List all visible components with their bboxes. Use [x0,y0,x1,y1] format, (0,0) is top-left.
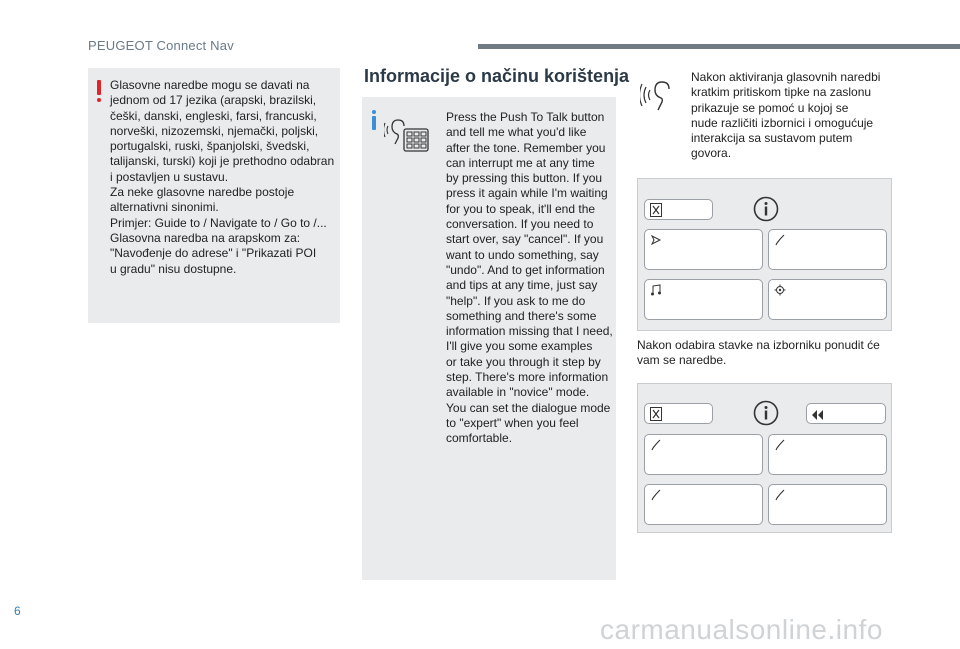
command-button[interactable] [644,484,763,525]
watermark: carmanualsonline.info [600,614,883,645]
music-icon [650,283,662,297]
close-button[interactable] [644,403,713,424]
voice-menu-screen [637,178,892,331]
phone-menu-button[interactable] [768,229,887,270]
phone-icon [650,438,662,452]
info-icon[interactable] [753,400,779,426]
info-paragraph: Press the Push To Talk button and tell me what you'd like after the tone. Remember you can interrupt me at any time by pressing this button. If you press it again while I'm waiting for you to speak, it'll end the conversation. If you need to start over, say "cancel". If you want to undo something, say "undo". And to get information and tips at any time, just say "help". If you ask to me do something and there's some information missing that I need, I'll give you some examples or take you through it step by step. There's more information available in "novice" mode. You can set the dialogue mode to "expert" when you feel comfortable. [446,110,613,446]
close-icon [650,203,662,217]
command-button[interactable] [644,434,763,475]
voice-command-icon [384,110,430,154]
header-title: PEUGEOT Connect Nav [88,38,234,53]
page-number: 6 [14,604,21,618]
caption-paragraph: Nakon odabira stavke na izborniku ponudit će vam se naredbe. [637,338,880,368]
voice-commands-screen [637,383,892,533]
music-menu-button[interactable] [644,279,763,320]
navigation-menu-button[interactable] [644,229,763,270]
command-button[interactable] [768,434,887,475]
right-intro-text [691,70,901,162]
phone-icon [774,438,786,452]
info-icon [371,110,377,130]
right-intro-paragraph: Nakon aktiviranja glasovnih naredbi kratkim pritiskom tipke na zaslonu prikazuje se pomoć u kojoj se nude različiti izbornici i omogućuje interakcija sa sustavom putem govora. [691,70,881,161]
command-button[interactable] [768,484,887,525]
phone-icon [774,488,786,502]
back-icon [811,408,823,422]
navigation-icon [650,233,662,247]
exclamation-icon [96,80,102,102]
section-heading: Informacije o načinu korištenja [364,66,630,86]
phone-icon [774,233,786,247]
phone-icon [650,488,662,502]
gear-icon [774,283,786,297]
header-rule [478,44,960,49]
info-text [446,110,614,447]
note-text [110,78,336,277]
close-button[interactable] [644,199,713,220]
note-paragraph: Glasovne naredbe mogu se davati na jednom od 17 jezika (arapski, brazilski, češki, danski, engleski, farsi, francuski, norveški, nizozemski, njemački, poljski, portugalski, ruski, španjolski, švedski, talijanski, turski) koji je prethodno odabran i postavljen u sustavu. Za neke glasovne naredbe postoje alternativni sinonimi. Primjer: Guide to / Navigate to / Go to /... Glasovna naredba na arapskom za: "Navođenje do adrese" i "Prikazati POI u gradu" nisu dostupne. [110,78,335,276]
caption-text [637,338,897,369]
info-icon[interactable] [753,196,779,222]
close-icon [650,407,662,421]
voice-command-icon [640,74,678,112]
settings-menu-button[interactable] [768,279,887,320]
back-button[interactable] [806,403,886,424]
